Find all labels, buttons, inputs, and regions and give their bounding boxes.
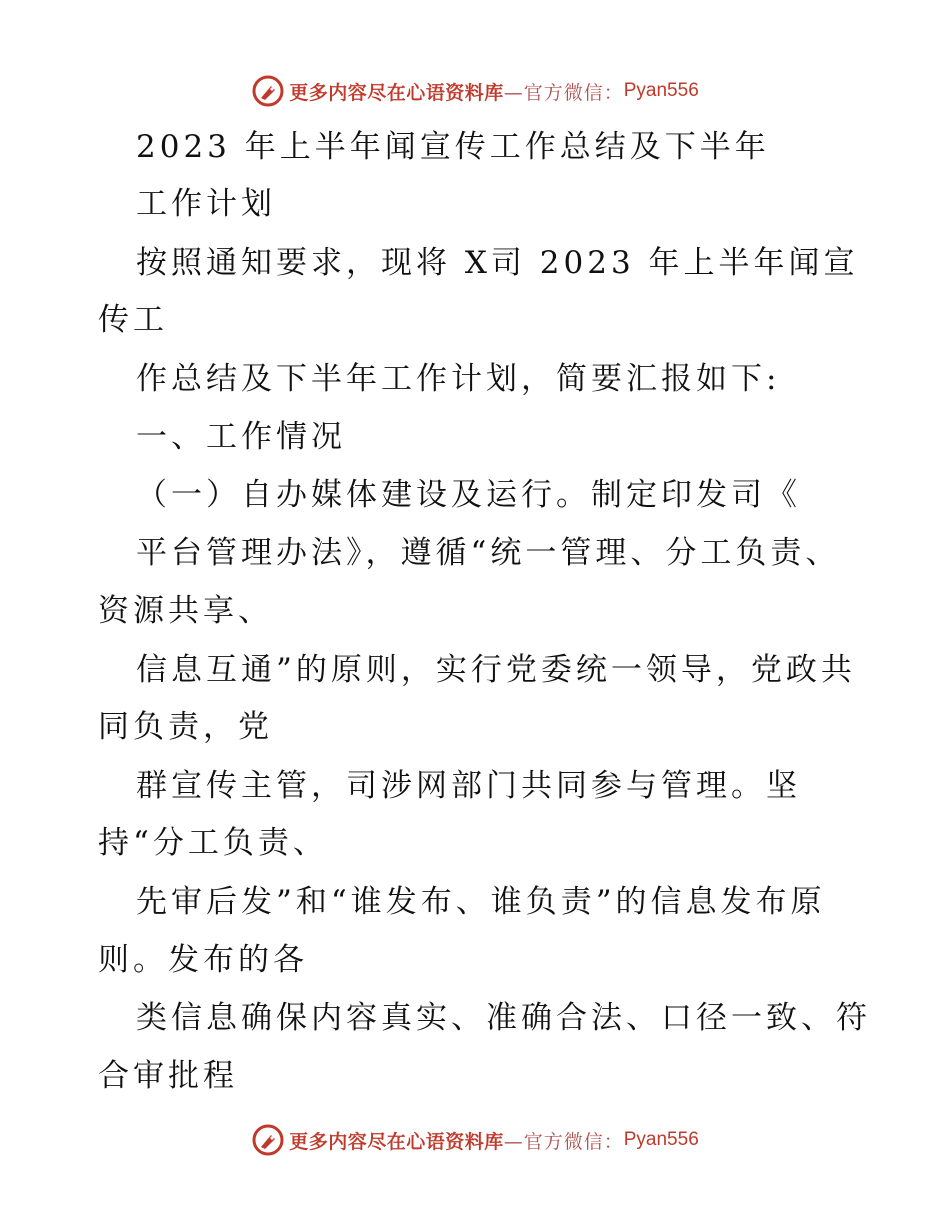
- doc-text-line: 则。发布的各: [98, 942, 308, 978]
- header-watermark: [0, 71, 950, 111]
- section-heading: 一、工作情况: [136, 419, 346, 455]
- doc-text-line: 群宣传主管，司涉网部门共同参与管理。坚: [136, 768, 801, 804]
- doc-text-line: 持“分工负责、: [98, 825, 328, 861]
- watermark-sub-text: —官方微信：: [503, 81, 624, 104]
- doc-text-line: 信息互通”的原则，实行党委统一领导，党政共: [136, 652, 856, 688]
- watermark-wechat-id: Pyan556: [623, 80, 699, 101]
- doc-text-line: 同负责，党: [98, 709, 273, 745]
- doc-text-line: 传工: [98, 302, 168, 338]
- doc-text-line: （一）自办媒体建设及运行。制定印发司《: [136, 477, 801, 513]
- doc-text-line: 类信息确保内容真实、准确合法、口径一致、符: [136, 1000, 871, 1036]
- pen-nib-circle-icon: [251, 74, 285, 108]
- doc-text-line: 资源共享、: [98, 593, 273, 629]
- doc-text-line: 平台管理办法》，遵循“统一管理、分工负责、: [136, 535, 841, 571]
- watermark-sub-text: —官方微信：: [503, 1130, 624, 1153]
- doc-title-line-2: 工作计划: [136, 186, 276, 222]
- pen-nib-circle-icon: [251, 1123, 285, 1157]
- doc-text-line: 按照通知要求，现将 X司 2023 年上半年闻宣: [136, 245, 859, 281]
- doc-text-line: 合审批程: [98, 1058, 238, 1094]
- doc-title-line-1: 2023 年上半年闻宣传工作总结及下半年: [136, 129, 770, 165]
- watermark-wechat-id: Pyan556: [623, 1129, 699, 1150]
- footer-watermark: [0, 1120, 950, 1160]
- watermark-main-text: 更多内容尽在心语资料库: [289, 81, 504, 104]
- doc-text-line: 作总结及下半年工作计划，简要汇报如下:: [136, 361, 781, 397]
- doc-text-line: 先审后发”和“谁发布、谁负责”的信息发布原: [136, 884, 826, 920]
- watermark-main-text: 更多内容尽在心语资料库: [289, 1130, 504, 1153]
